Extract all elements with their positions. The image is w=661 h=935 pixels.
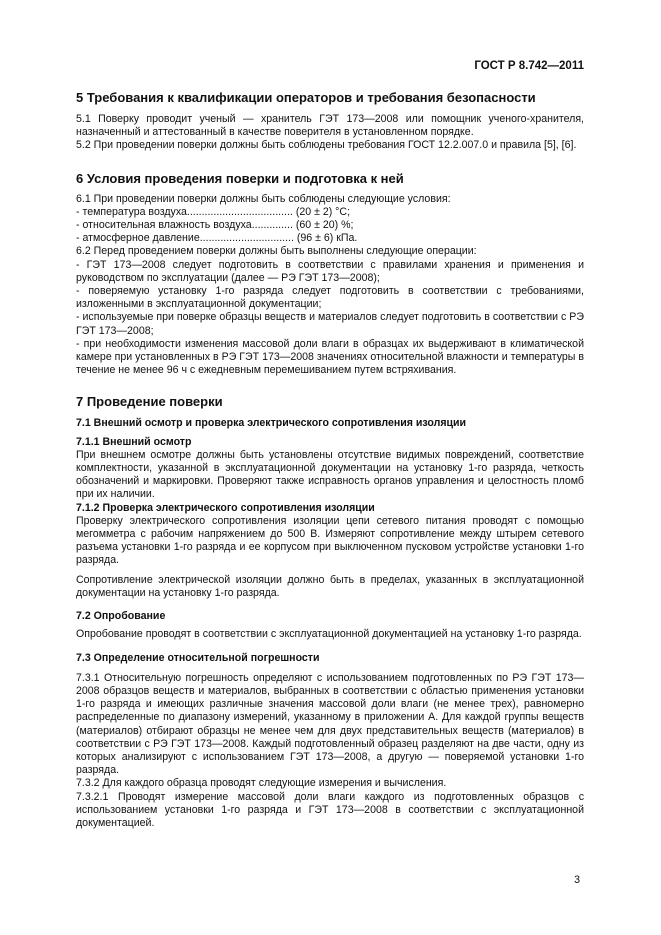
section-7-1-2-title: 7.1.2 Проверка электрического сопротивления изоляции <box>76 501 375 514</box>
condition-dots: .................................... <box>186 205 293 218</box>
condition-item <box>76 219 584 232</box>
section-6-title: 6 Условия проведения поверки и подготовка к ней <box>76 170 404 186</box>
operation-item: - поверяемую установку 1-го разряда следует подготовить в соответствии с требованиями, изложенными в эксплуатационной документации; <box>76 285 584 311</box>
section-7-3-1-text: 7.3.1 Относительную погрешность определяют с использованием подготовленных по РЭ ГЭТ 173—2008 образцов веществ и материалов, выбранных в соответствии с областью применения установки 1-го разряда и имеющих различные значения массовой доли влаги (не менее трех), равномерно распределенные по диапазону измерений, указанному в приложении А. Для каждой группы веществ (материалов) отбирают образцы не менее чем для двух представительных веществ (материалов) в соответствии с РЭ ГЭТ 173—2008. Каждый подготовленный образец разделяют на две части, одну из которых анализируют с использованием ГЭТ 173—2008, а другую — поверяемой установки 1-го разряда. <box>76 671 584 777</box>
conditions-list <box>76 206 584 246</box>
document-code: ГОСТ Р 8.742—2011 <box>474 60 584 72</box>
section-7-2-title: 7.2 Опробование <box>76 610 166 623</box>
section-7-title: 7 Проведение поверки <box>76 394 223 410</box>
condition-label: - относительная влажность воздуха <box>76 219 252 232</box>
section-7-1-1-text: При внешнем осмотре должны быть установлены отсутствие видимых повреждений, соответствие комплектности, указанной в эксплуатационной документации на установку 1-го разряда, четкость обозначений и маркировки. Проверяют также исправность органов управления и целостность пломб при их наличии. <box>76 448 584 501</box>
section-5-2-text: 5.2 При проведении поверки должны быть соблюдены требования ГОСТ 12.2.007.0 и правила [5], [6]. <box>76 139 577 152</box>
section-7-3-2-text: 7.3.2 Для каждого образца проводят следующие измерения и вычисления. <box>76 777 447 790</box>
section-6-1-text: 6.1 При проведении поверки должны быть соблюдены следующие условия: <box>76 192 451 205</box>
section-7-3-2-1-text: 7.3.2.1 Проводят измерение массовой доли влаги каждого из подготовленных образцов с использованием установки 1-го разряда и ГЭТ 173—2008 в соответствии с эксплуатационной документацией. <box>76 790 584 829</box>
condition-label: - атмосферное давление <box>76 232 200 245</box>
section-5-1-text: 5.1 Поверку проводит ученый — хранитель ГЭТ 173—2008 или помощник ученого-хранителя, назначенный и аттестованный в качестве поверителя в установленном порядке. <box>76 113 584 139</box>
section-7-1-2-text-2: Сопротивление электрической изоляции должно быть в пределах, указанных в эксплуатационной документации на установку 1-го разряда. <box>76 573 584 599</box>
section-7-2-text: Опробование проводят в соответствии с эксплуатационной документацией на установку 1-го разряда. <box>76 628 582 641</box>
operation-item: - при необходимости изменения массовой доли влаги в образцах их выдерживают в климатической камере при установленных в РЭ ГЭТ 173—2008 значениях относительной влажности и температуры в течение не менее 96 ч с ежедневным перемешиванием путем встряхивания. <box>76 337 584 377</box>
section-7-1-2-text: Проверку электрического сопротивления изоляции цепи сетевого питания проводят с помощью мегомметра с рабочим напряжением до 500 В. Измеряют сопротивление между штырем сетевого разъема установки 1-го разряда и ее корпусом при выключенном пусковом устройстве установки 1-го разряда. <box>76 514 584 567</box>
section-5-title: 5 Требования к квалификации операторов и требования безопасности <box>76 90 536 105</box>
condition-item <box>76 232 584 245</box>
page-number: 3 <box>574 874 580 886</box>
operation-item: - ГЭТ 173—2008 следует подготовить в соответствии с правилами хранения и применения и руководством по эксплуатации (далее — РЭ ГЭТ 173—2008); <box>76 258 584 284</box>
section-6-2-text: 6.2 Перед проведением поверки должны быть выполнены следующие операции: <box>76 245 477 258</box>
page-content <box>76 90 584 830</box>
section-7-1-title: 7.1 Внешний осмотр и проверка электрического сопротивления изоляции <box>76 417 467 430</box>
condition-dots: ................................ <box>199 232 294 245</box>
section-7-3-title: 7.3 Определение относительной погрешности <box>76 651 320 664</box>
condition-value: (20 ± 2) °С; <box>295 205 351 218</box>
condition-label: - температура воздуха <box>76 205 187 218</box>
condition-item <box>76 206 584 219</box>
condition-dots: .............. <box>251 219 293 232</box>
condition-value: (60 ± 20) %; <box>295 219 354 232</box>
operation-item: - используемые при поверке образцы веществ и материалов следует подготовить в соответствии с РЭ ГЭТ 173—2008; <box>76 311 584 337</box>
condition-value: (96 ± 6) кПа. <box>296 232 358 245</box>
section-7-1-1-title: 7.1.1 Внешний осмотр <box>76 435 192 448</box>
